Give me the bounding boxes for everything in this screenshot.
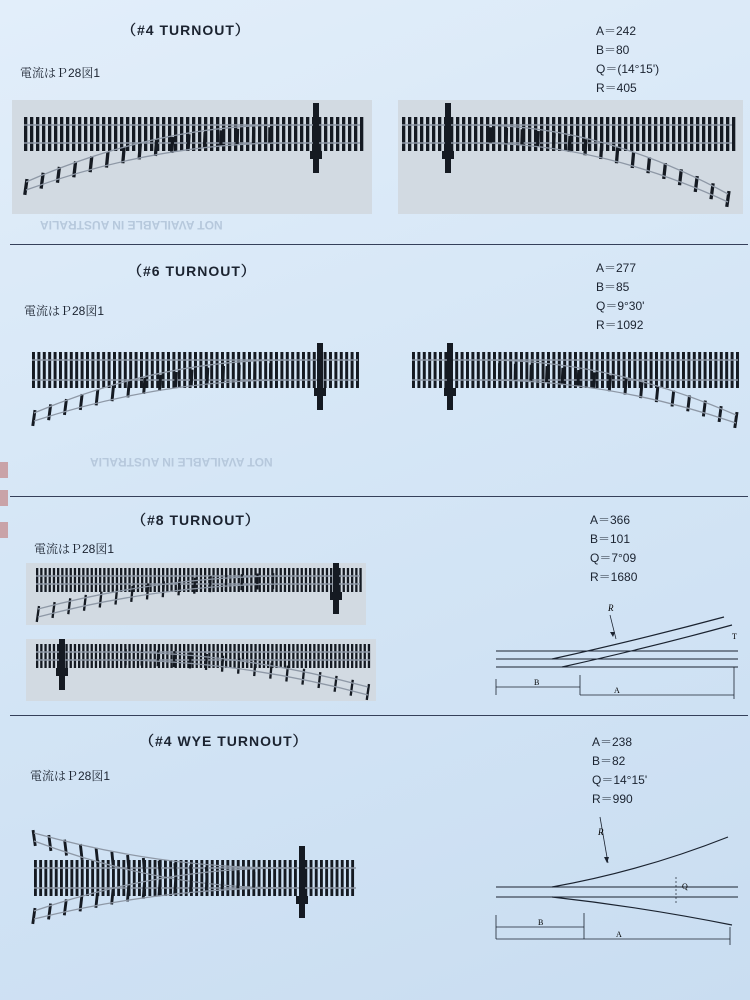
wye-geometry-diagram [492, 815, 742, 955]
section-title: （#8 TURNOUT） [132, 512, 260, 528]
turnout-photo-right [398, 100, 743, 214]
current-note: 電流はＰ28図1 [24, 304, 105, 318]
label-r: R [608, 603, 614, 613]
spec-b: B＝80 [596, 43, 630, 57]
track-right [404, 343, 744, 435]
turnout-photo-upper [26, 563, 366, 625]
page-edge-tab [0, 490, 8, 506]
spec-q: Q＝14°15' [592, 773, 648, 787]
label-a: A [616, 930, 622, 939]
label-b: B [534, 678, 540, 687]
spec-list [596, 22, 659, 98]
spec-a: A＝238 [592, 735, 633, 749]
wye-turnout-photo [26, 825, 366, 935]
spec-r: R＝405 [596, 81, 637, 95]
section-title: （#4 TURNOUT） [122, 22, 250, 38]
current-note: 電流はＰ28図1 [34, 542, 115, 556]
turnout-photo-right [404, 343, 744, 435]
spec-list [592, 733, 647, 809]
spec-a: A＝366 [590, 513, 631, 527]
spec-q: Q＝(14°15') [596, 62, 660, 76]
label-a: A [614, 686, 620, 695]
track-upper [26, 563, 366, 625]
spec-r: R＝990 [592, 792, 633, 806]
spec-list [596, 259, 644, 335]
section-title: （#6 TURNOUT） [128, 263, 256, 279]
current-note: 電流はＰ28図1 [30, 769, 111, 783]
section-no4-wye-turnout [0, 715, 750, 1000]
spec-q: Q＝9°30' [596, 299, 645, 313]
spec-q: Q＝7°09 [590, 551, 637, 565]
turnout-photo-left [26, 343, 366, 435]
section-no6-turnout [0, 245, 750, 495]
geometry-diagram [492, 587, 742, 707]
track-wye [26, 825, 366, 935]
label-q: Q [682, 882, 688, 891]
ghost-text: NOT AVAILABLE IN AUSTRALIA [40, 218, 223, 232]
spec-list [590, 511, 637, 587]
turnout-photo-left [12, 100, 372, 214]
section-no4-turnout [0, 0, 750, 245]
page-edge-tab [0, 462, 8, 478]
section-no8-turnout [0, 497, 750, 715]
track-left [26, 343, 366, 435]
spec-r: R＝1092 [596, 318, 644, 332]
label-r: R [598, 827, 604, 837]
spec-a: A＝242 [596, 24, 637, 38]
label-b: B [538, 918, 544, 927]
ghost-text: NOT AVAILABLE IN AUSTRALIA [90, 455, 273, 469]
spec-b: B＝101 [590, 532, 631, 546]
spec-r: R＝1680 [590, 570, 638, 584]
track-left [12, 100, 372, 214]
track-right [398, 100, 743, 214]
label-t: T [732, 632, 737, 641]
spec-a: A＝277 [596, 261, 637, 275]
spec-b: B＝82 [592, 754, 626, 768]
track-lower [26, 639, 376, 701]
current-note: 電流はＰ28図1 [20, 66, 101, 80]
section-title: （#4 WYE TURNOUT） [140, 733, 308, 749]
turnout-photo-lower [26, 639, 376, 701]
page-edge-tab [0, 522, 8, 538]
spec-b: B＝85 [596, 280, 630, 294]
